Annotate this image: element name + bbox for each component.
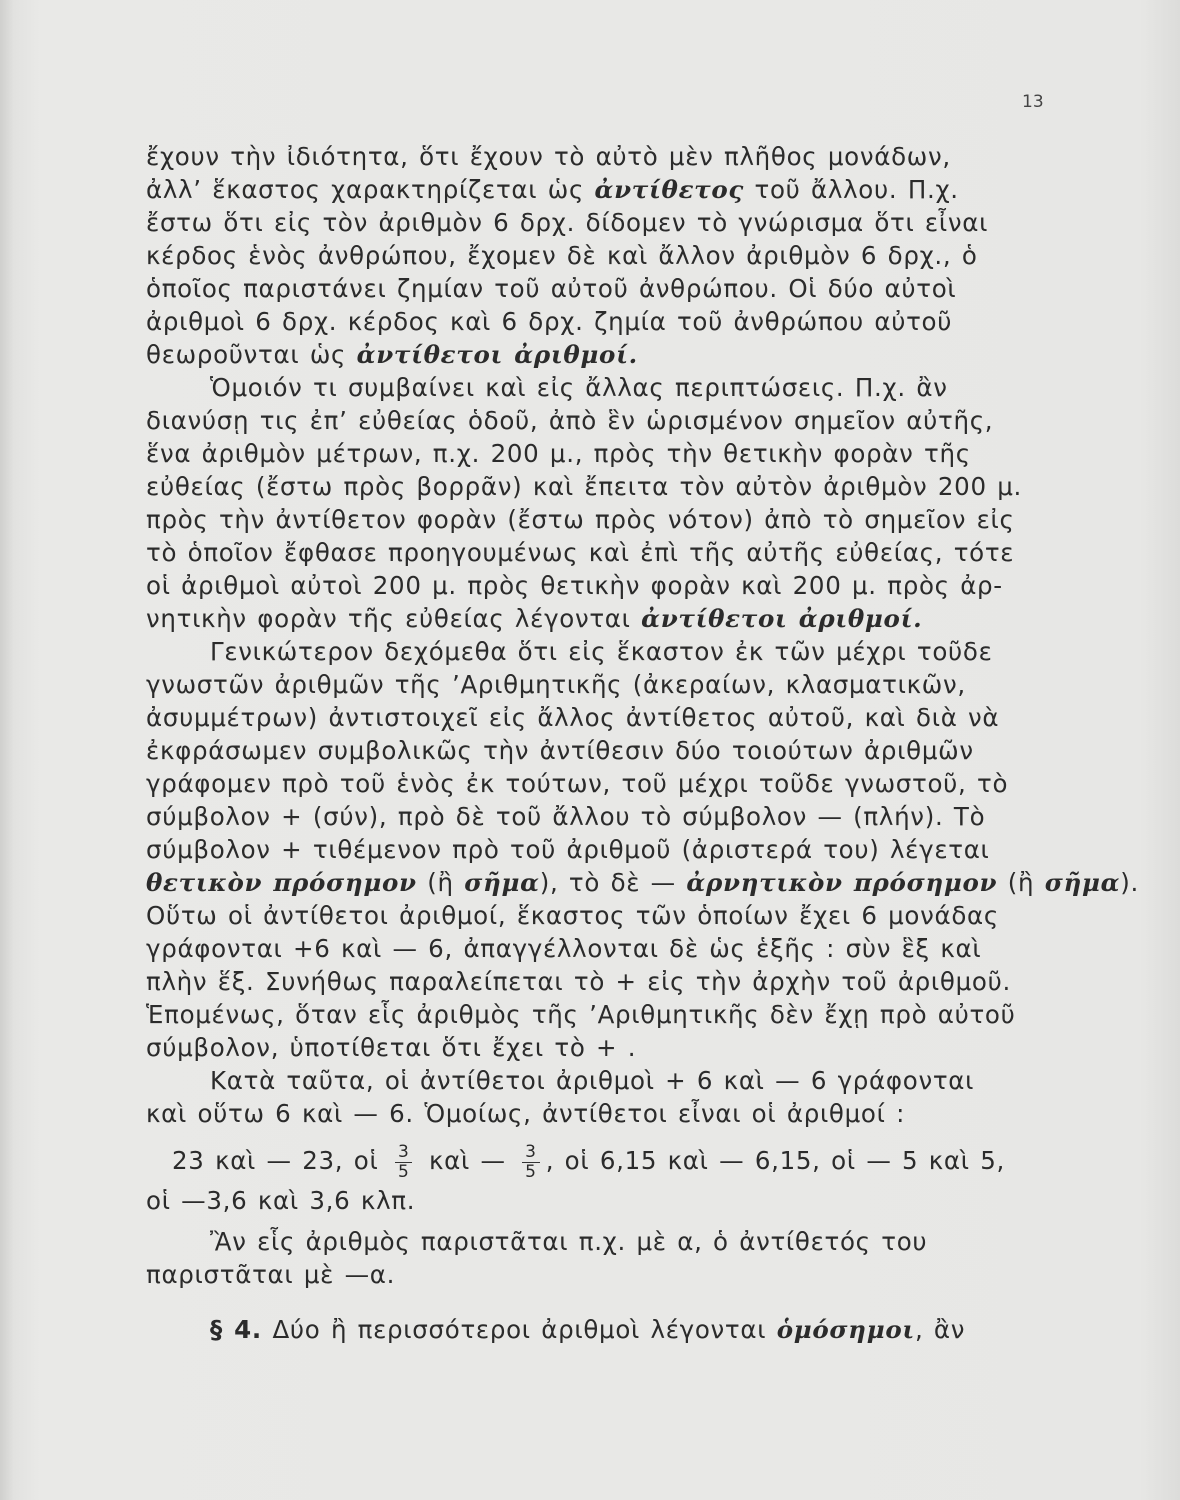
text-line: κέρδος ἑνὸς ἀνθρώπου, ἔχομεν δὲ καὶ ἄλλον ἀριθμὸν 6 δρχ., ὁ [146, 241, 978, 270]
text-line: Ἑπομένως, ὅταν εἷς ἀριθμὸς τῆς ’Αριθμητικῆς δὲν ἔχῃ πρὸ αὐτοῦ [146, 1000, 1016, 1029]
text-line: ἕνα ἀριθμὸν μέτρων, π.χ. 200 μ., πρὸς τὴν θετικὴν φορὰν τῆς [146, 439, 971, 468]
text-line: ἀλλ’ ἕκαστος χαρακτηρίζεται ὡς ἀντίθετος τοῦ ἄλλου. Π.χ. [146, 175, 959, 204]
text-line: πρὸς τὴν ἀντίθετον φορὰν (ἔστω πρὸς νότον) ἀπὸ τὸ σημεῖον εἰς [146, 505, 1015, 534]
text-line: γνωστῶν ἀριθμῶν τῆς ’Αριθμητικῆς (ἀκεραίων, κλασματικῶν, [146, 670, 966, 699]
text-line: σύμβολον + τιθέμενον πρὸ τοῦ ἀριθμοῦ (ἀριστερά του) λέγεται [146, 835, 990, 864]
page-number: 13 [1022, 92, 1044, 112]
text-line: τὸ ὁποῖον ἔφθασε προηγουμένως καὶ ἐπὶ τῆς αὐτῆς εὐθείας, τότε [146, 538, 1015, 567]
text-line: σύμβολον + (σύν), πρὸ δὲ τοῦ ἄλλου τὸ σύμβολον — (πλήν). Τὸ [146, 802, 986, 831]
text-line: Οὕτω οἱ ἀντίθετοι ἀριθμοί, ἕκαστος τῶν ὁποίων ἔχει 6 μονάδας [146, 901, 999, 930]
text-line: Ἂν εἷς ἀριθμὸς παριστᾶται π.χ. μὲ α, ὁ ἀντίθετός του [210, 1227, 928, 1256]
text-line: Κατὰ ταῦτα, οἱ ἀντίθετοι ἀριθμοὶ + 6 καὶ — 6 γράφονται [210, 1066, 975, 1095]
text-line: καὶ οὕτω 6 καὶ — 6. Ὁμοίως, ἀντίθετοι εἶναι οἱ ἀριθμοί : [146, 1099, 906, 1128]
term-arnitikon-prosimon: ἀρνητικὸν πρόσημον [686, 868, 998, 897]
text-line: ἔστω ὅτι εἰς τὸν ἀριθμὸν 6 δρχ. δίδομεν τὸ γνώρισμα ὅτι εἶναι [146, 208, 989, 237]
text-line: νητικὴν φορὰν τῆς εὐθείας λέγονται ἀντίθετοι ἀριθμοί. [146, 604, 923, 633]
text-line: ἀσυμμέτρων) ἀντιστοιχεῖ εἰς ἄλλος ἀντίθετος αὐτοῦ, καὶ διὰ νὰ [146, 703, 1000, 732]
term-sima-2: σῆμα [1044, 868, 1121, 897]
text-line: γράφονται +6 καὶ — 6, ἀπαγγέλλονται δὲ ὡς ἑξῆς : σὺν ἓξ καὶ [146, 934, 982, 963]
term-antithetos: ἀντίθετος [594, 175, 745, 204]
text-line: Ὁμοιόν τι συμβαίνει καὶ εἰς ἄλλας περιπτώσεις. Π.χ. ἂν [210, 373, 948, 402]
text-line: γράφομεν πρὸ τοῦ ἑνὸς ἐκ τούτων, τοῦ μέχρι τοῦδε γνωστοῦ, τὸ [146, 769, 1009, 798]
text-line: ἀριθμοὶ 6 δρχ. κέρδος καὶ 6 δρχ. ζημία τοῦ ἀνθρώπου αὐτοῦ [146, 307, 953, 336]
text-line: πλὴν ἕξ. Συνήθως παραλείπεται τὸ + εἰς τὴν ἀρχὴν τοῦ ἀριθμοῦ. [146, 967, 1011, 996]
term-antithetoi-arithmoi: ἀντίθετοι ἀριθμοί. [356, 340, 638, 369]
text-line: παριστᾶται μὲ —α. [146, 1260, 396, 1289]
fraction: $\frac{3}{5}$ [522, 1143, 540, 1182]
text-line: ὁποῖος παριστάνει ζημίαν τοῦ αὐτοῦ ἀνθρώπου. Οἱ δύο αὐτοὶ [146, 274, 957, 303]
text-line: διανύσῃ τις ἐπ’ εὐθείας ὁδοῦ, ἀπὸ ἓν ὡρισμένον σημεῖον αὐτῆς, [146, 406, 994, 435]
term-antithetoi-arithmoi-2: ἀντίθετοι ἀριθμοί. [641, 604, 923, 633]
section-line: § 4. Δύο ἢ περισσότεροι ἀριθμοὶ λέγονται ὁμόσημοι, ἂν [210, 1315, 966, 1344]
text-line: οἱ ἀριθμοὶ αὐτοὶ 200 μ. πρὸς θετικὴν φορὰν καὶ 200 μ. πρὸς ἀρ- [146, 571, 1003, 600]
section-number: § 4. [210, 1315, 262, 1344]
fraction: $\frac{3}{5}$ [395, 1143, 413, 1182]
term-omosimoi: ὁμόσημοι [776, 1315, 915, 1344]
text-line: οἱ —3,6 καὶ 3,6 κλπ. [146, 1186, 416, 1215]
text-line: εὐθείας (ἔστω πρὸς βορρᾶν) καὶ ἔπειτα τὸν αὐτὸν ἀριθμὸν 200 μ. [146, 472, 1023, 501]
fraction-line: 23 καὶ — 23, οἱ $\frac{3}{5}$ καὶ — $\frac{3}{5}$ , οἱ 6,15 καὶ — 6,15, οἱ — 5 καὶ 5, [172, 1141, 1006, 1182]
text-line: Γενικώτερον δεχόμεθα ὅτι εἰς ἕκαστον ἐκ τῶν μέχρι τοῦδε [210, 637, 993, 666]
text-line: σύμβολον, ὑποτίθεται ὅτι ἔχει τὸ + . [146, 1033, 637, 1062]
text-line: ἐκφράσωμεν συμβολικῶς τὴν ἀντίθεσιν δύο τοιούτων ἀριθμῶν [146, 736, 974, 765]
text-line: ἔχουν τὴν ἰδιότητα, ὅτι ἔχουν τὸ αὐτὸ μὲν πλῆθος μονάδων, [146, 142, 951, 171]
text-line: θεωροῦνται ὡς ἀντίθετοι ἀριθμοί. [146, 340, 638, 369]
term-thetikon-prosimon: θετικὸν πρόσημον [146, 868, 417, 897]
body-text [146, 140, 1139, 1346]
term-sima: σῆμα [464, 868, 540, 897]
text-line: θετικὸν πρόσημον (ἢ σῆμα), τὸ δὲ — ἀρνητικὸν πρόσημον (ἢ σῆμα). [146, 868, 1139, 897]
